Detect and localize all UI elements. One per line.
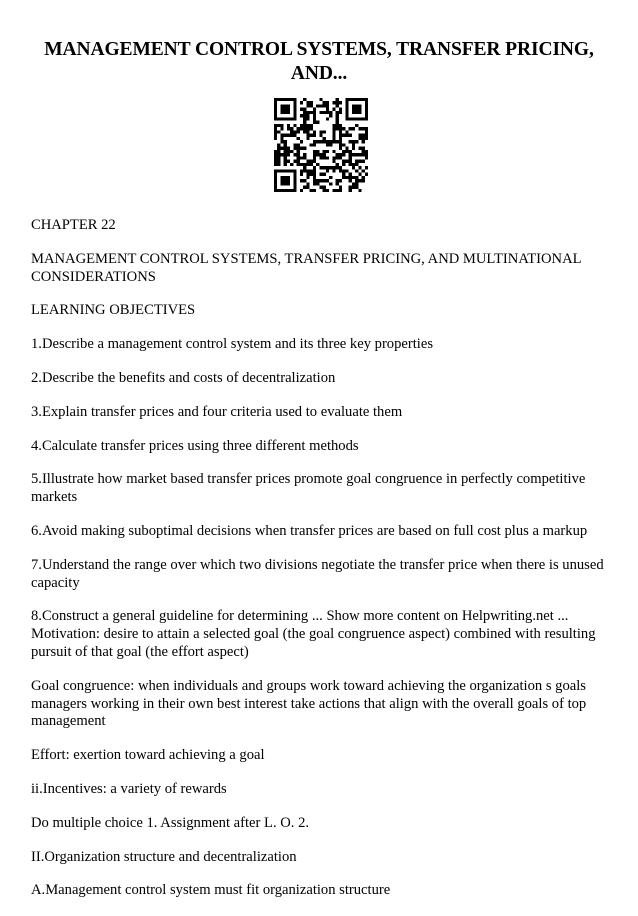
chapter-heading: CHAPTER 22 [31, 217, 116, 233]
objective-2: 2.Describe the benefits and costs of decentralization [31, 369, 336, 386]
assignment-paragraph: Do multiple choice 1. Assignment after L. O. 2. [31, 814, 310, 831]
objective-1: 1.Describe a management control system and its three key properties [31, 336, 434, 353]
objective-3: 3.Explain transfer prices and four criteria used to evaluate them [31, 403, 403, 420]
objective-5: 5.Illustrate how market based transfer prices promote goal congruence in perfectly competitive markets [31, 471, 586, 506]
goal-congruence-paragraph: Goal congruence: when individuals and groups work toward achieving the organization s goals managers working in their own best interest take actions that align with the overall goals of top management [31, 677, 587, 730]
learning-objectives-heading: LEARNING OBJECTIVES [31, 302, 196, 319]
effort-paragraph: Effort: exertion toward achieving a goal [31, 747, 265, 764]
chapter-title: MANAGEMENT CONTROL SYSTEMS, TRANSFER PRICING, AND MULTINATIONAL CONSIDERATIONS [31, 250, 582, 285]
document-title: MANAGEMENT CONTROL SYSTEMS, TRANSFER PRICING, AND... [44, 39, 594, 84]
section-a-paragraph: A.Management control system must fit organization structure [31, 882, 391, 899]
objective-7: 7.Understand the range over which two divisions negotiate the transfer price when there is unused capacity [31, 556, 604, 591]
document-body [31, 217, 609, 916]
objective-8: 8.Construct a general guideline for determining ... Show more content on Helpwriting.net ... Motivation: desire to attain a selected goal (the goal congruence aspect) combined with resulting pursuit of that goal (the effort aspect) [31, 608, 596, 660]
objective-6: 6.Avoid making suboptimal decisions when transfer prices are based on full cost plus a markup [31, 522, 588, 539]
section-ii-heading: II.Organization structure and decentralization [31, 848, 297, 865]
qr-code-icon [274, 98, 368, 192]
objective-4: 4.Calculate transfer prices using three different methods [31, 437, 359, 454]
incentives-paragraph: ii.Incentives: a variety of rewards [31, 780, 227, 797]
